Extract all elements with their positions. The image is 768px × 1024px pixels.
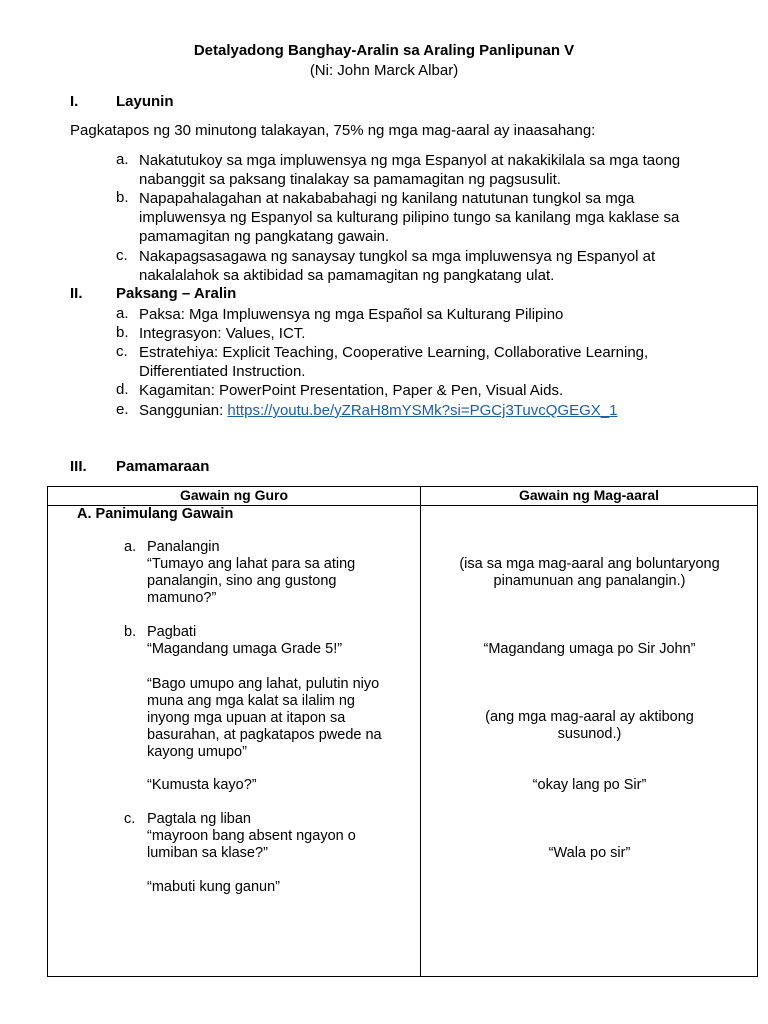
teacher-column-header: Gawain ng Guro: [48, 487, 421, 506]
list-letter: e.: [116, 401, 129, 418]
list-letter: b.: [116, 324, 129, 341]
list-item: Paksa: Mga Impluwensya ng mga Español sa Kulturang Pilipino: [139, 306, 564, 323]
list-item: Napapahalagahan at nakababahagi ng kanilang natutunan tungkol sa mga impluwensya ng Espanyol sa kulturang pilipino tungo sa kanilang mga kaklase sa pamamagitan ng pangkatang gawain.: [139, 190, 680, 245]
list-item: Estratehiya: Explicit Teaching, Cooperative Learning, Collaborative Learning, Differentiated Instruction.: [139, 344, 649, 380]
list-letter: c.: [116, 343, 128, 360]
section-3-number: III.: [70, 458, 87, 475]
cleanup-instruction: “Bago umupo ang lahat, pulutin niyo muna ang mga kalat sa ilalim ng inyong mga upuan at itapon sa basurahan, at pagkatapos pwede na kayong umupo”: [147, 676, 382, 760]
list-letter: a.: [124, 539, 137, 555]
list-letter: b.: [124, 624, 137, 640]
student-response-cleanup: (ang mga mag-aaral ay aktibong susunod.): [485, 709, 694, 742]
section-1-intro: Pagkatapos ng 30 minutong talakayan, 75% ng mga mag-aaral ay inaasahang:: [70, 122, 596, 139]
prayer-block: Panalangin “Tumayo ang lahat para sa ating panalangin, sino ang gustong mamuno?”: [147, 539, 356, 606]
student-response-attendance: “Wala po sir”: [548, 845, 631, 861]
list-item: Integrasyon: Values, ICT.: [139, 325, 306, 342]
teacher-activities-cell: [48, 506, 421, 977]
attendance-block: Pagtala ng liban “mayroon bang absent ngayon o lumiban sa klase?”: [147, 811, 356, 861]
section-3-title: Pamamaraan: [116, 458, 210, 475]
part-a-heading: A. Panimulang Gawain: [77, 506, 234, 522]
author-line: (Ni: John Marck Albar): [309, 62, 459, 79]
source-link[interactable]: https://youtu.be/yZRaH8mYSMk?si=PGCj3TuvcQGEGX_1: [227, 402, 618, 419]
greeting-block: Pagbati “Magandang umaga Grade 5!”: [147, 624, 343, 657]
list-letter: b.: [116, 189, 129, 206]
list-letter: d.: [116, 381, 129, 398]
list-letter: a.: [116, 151, 129, 168]
student-activities-cell: [421, 506, 758, 977]
page-title: Detalyadong Banghay-Aralin sa Araling Panlipunan V: [193, 42, 575, 59]
student-response-kumusta: “okay lang po Sir”: [532, 777, 647, 793]
source-label: Sanggunian:: [139, 402, 228, 419]
student-response-greeting: “Magandang umaga po Sir John”: [483, 641, 696, 657]
section-1-title: Layunin: [116, 93, 174, 110]
section-2-title: Paksang – Aralin: [116, 285, 237, 302]
procedure-table: [47, 486, 758, 977]
list-item: Nakapagsasagawa ng sanaysay tungkol sa mga impluwensya ng Espanyol at nakalalahok sa aktibidad sa pamamagitan ng pangkatang ulat.: [139, 248, 656, 284]
list-letter: c.: [116, 247, 128, 264]
section-1-number: I.: [70, 93, 79, 110]
section-2-number: II.: [70, 285, 83, 302]
list-letter: a.: [116, 305, 129, 322]
list-item: [139, 401, 617, 420]
list-item: Kagamitan: PowerPoint Presentation, Paper & Pen, Visual Aids.: [139, 382, 564, 399]
mabuti-line: “mabuti kung ganun”: [147, 879, 280, 895]
student-response-prayer: (isa sa mga mag-aaral ang boluntaryong pinamunuan ang panalangin.): [459, 556, 720, 589]
kumusta-line: “Kumusta kayo?”: [147, 777, 257, 793]
list-letter: c.: [124, 811, 136, 827]
list-item: Nakatutukoy sa mga impluwensya ng mga Espanyol at nakakikilala sa mga taong nabanggit sa paksang tinalakay sa pamamagitan ng pagsusulit.: [139, 152, 681, 188]
student-column-header: Gawain ng Mag-aaral: [421, 487, 758, 506]
